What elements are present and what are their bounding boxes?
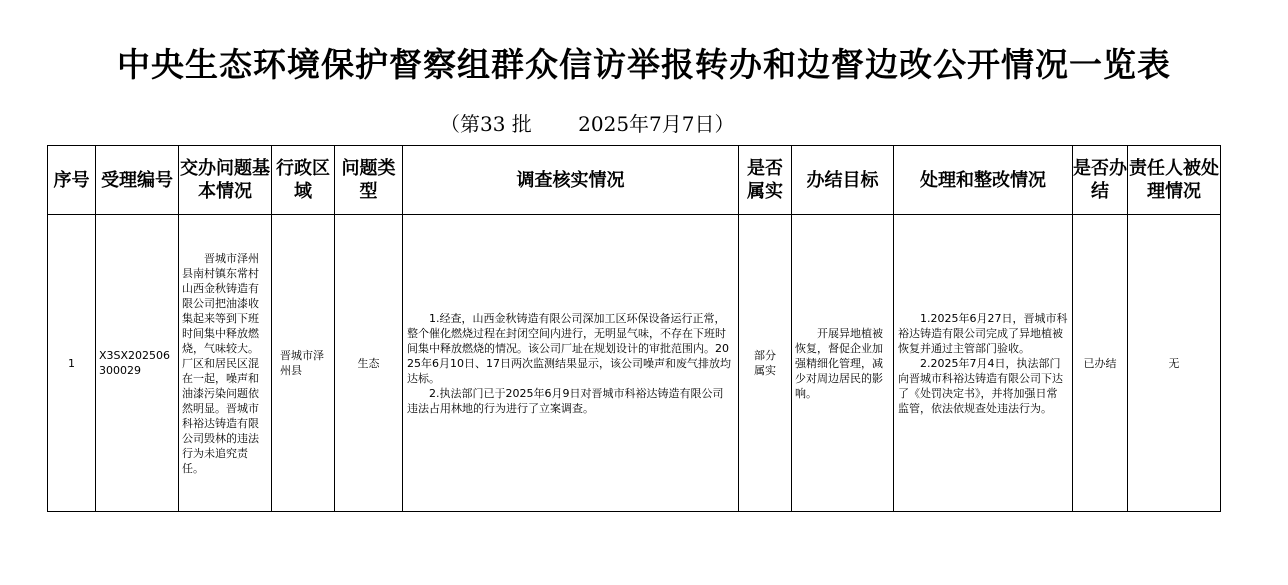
cell-is-closed [1073, 215, 1128, 512]
cell-rectification [894, 215, 1073, 512]
cell-investigation [403, 215, 739, 512]
header-accountability: 责任人被处理情况 [1128, 146, 1221, 215]
header-is-closed: 是否办结 [1073, 146, 1128, 215]
table-header-row [48, 146, 1221, 215]
header-seq: 序号 [48, 146, 96, 215]
cell-goal [792, 215, 894, 512]
basic-info-value: 晋城市泽州县南村镇东常村山西金秋铸造有限公司把油漆收集起来等到下班时间集中释放燃烧，气味较大。厂区和居民区混在一起，噪声和油漆污染问题依然明显。晋城市科裕达铸造有限公司毁林的违法行为未追究责任。 [182, 251, 259, 475]
report-table [47, 145, 1221, 512]
accountability-value: 无 [1168, 356, 1180, 370]
table-row [48, 215, 1221, 512]
header-basic-info: 交办问题基本情况 [179, 146, 272, 215]
header-is-true: 是否属实 [739, 146, 792, 215]
batch-date-subtitle: （第33 批 2025年7月7日） [440, 112, 735, 136]
header-rectification: 处理和整改情况 [894, 146, 1073, 215]
cell-region [272, 215, 335, 512]
region-value: 晋城市泽州县 [280, 349, 324, 377]
cell-acceptance-no [96, 215, 179, 512]
header-acceptance-no: 受理编号 [96, 146, 179, 215]
rectification-paragraph-1: 1.2025年6月27日，晋城市科裕达铸造有限公司完成了异地植被恢复并通过主管部门验收。 [898, 311, 1068, 355]
investigation-paragraph-1: 1.经查，山西金秋铸造有限公司深加工区环保设备运行正常，整个催化燃烧过程在封闭空间内进行，无明显气味，不存在下班时间集中释放燃烧的情况。该公司厂址在规划设计的审批范围内。2025年6月10日、17日两次监测结果显示，该公司噪声和废气排放均达标。 [407, 311, 731, 385]
seq-value: 1 [68, 356, 75, 370]
cell-accountability [1128, 215, 1221, 512]
cell-seq [48, 215, 96, 512]
acceptance-no-value: X3SX202506300029 [99, 349, 171, 377]
is-true-value: 部分属实 [754, 349, 776, 377]
cell-is-true [739, 215, 792, 512]
goal-value: 开展异地植被恢复，督促企业加强精细化管理，减少对周边居民的影响。 [795, 326, 883, 400]
is-closed-value: 已办结 [1083, 356, 1117, 370]
page-title: 中央生态环境保护督察组群众信访举报转办和边督边改公开情况一览表 [117, 45, 1171, 84]
header-goal: 办结目标 [792, 146, 894, 215]
investigation-paragraph-2: 2.执法部门已于2025年6月9日对晋城市科裕达铸造有限公司违法占用林地的行为进行了立案调查。 [407, 386, 724, 415]
header-problem-type: 问题类型 [335, 146, 403, 215]
cell-basic-info [179, 215, 272, 512]
header-investigation: 调查核实情况 [403, 146, 739, 215]
cell-problem-type [335, 215, 403, 512]
rectification-paragraph-2: 2.2025年7月4日，执法部门向晋城市科裕达铸造有限公司下达了《处罚决定书》，并将加强日常监管，依法依规查处违法行为。 [898, 356, 1063, 415]
problem-type-value: 生态 [357, 356, 380, 370]
header-region: 行政区域 [272, 146, 335, 215]
